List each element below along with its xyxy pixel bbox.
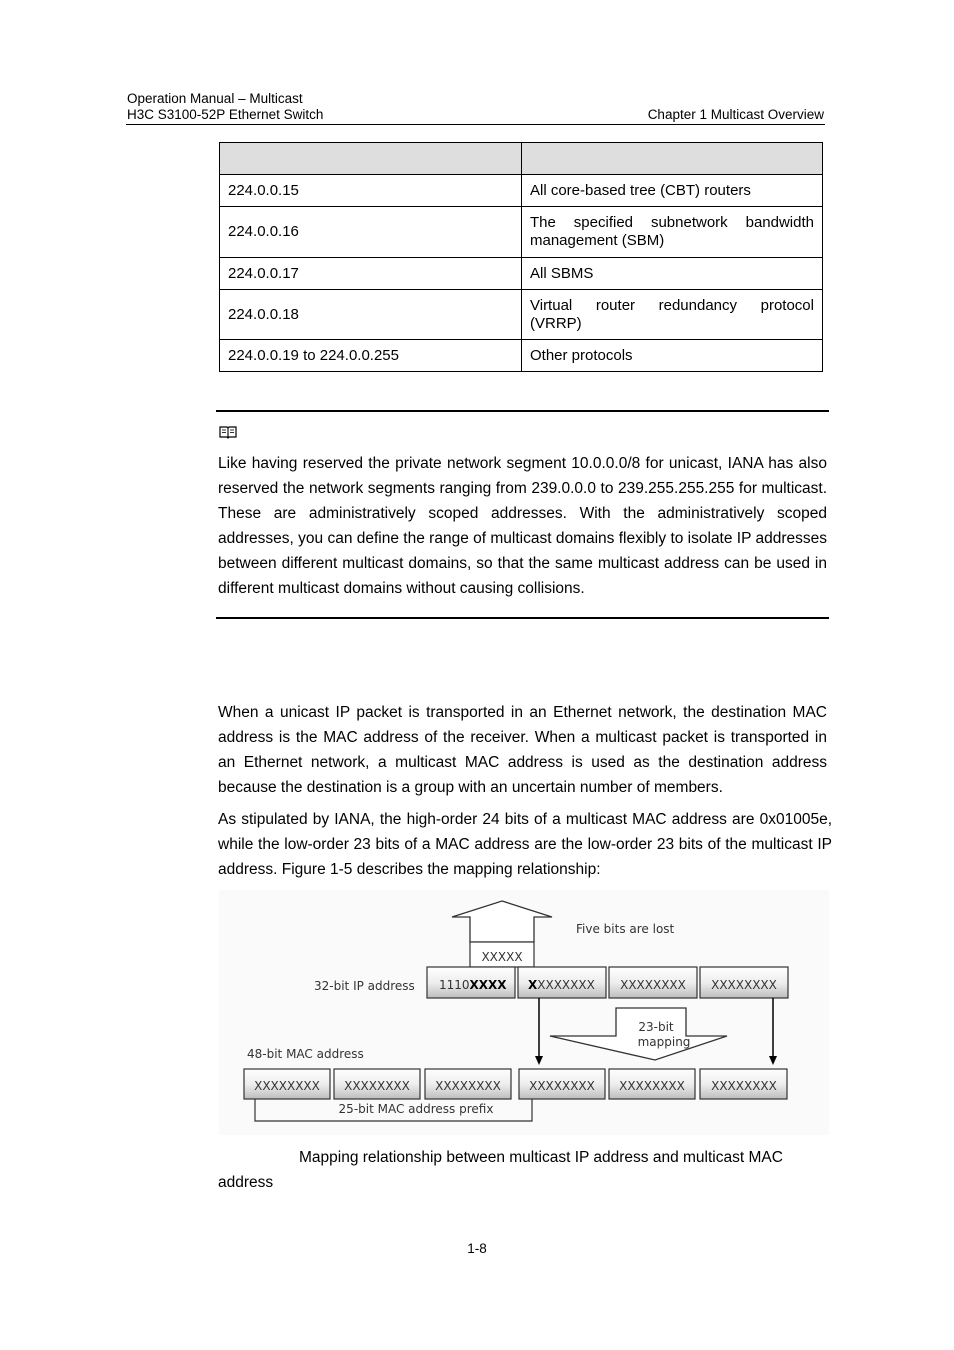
page-number: 1-8 bbox=[467, 1241, 487, 1256]
address-cell: 224.0.0.17 bbox=[220, 258, 522, 290]
chapter-title: Chapter 1 Multicast Overview bbox=[647, 107, 824, 122]
ip-octet-2-text: XXXXXXXX bbox=[528, 978, 595, 992]
address-cell: 224.0.0.18 bbox=[220, 290, 522, 340]
right-map-arrowhead bbox=[769, 1056, 777, 1065]
description-cell: Other protocols bbox=[522, 340, 823, 372]
figure-caption: Mapping relationship between multicast IP address and multicast MAC address bbox=[218, 1149, 783, 1191]
note-bottom-rule bbox=[216, 617, 829, 619]
mac-address-label: 48-bit MAC address bbox=[247, 1047, 364, 1061]
table-row bbox=[220, 258, 823, 290]
manual-title: Operation Manual – Multicast bbox=[127, 91, 303, 106]
description-cell: All core-based tree (CBT) routers bbox=[522, 175, 823, 207]
table-header-cell bbox=[220, 143, 522, 175]
mapping-diagram bbox=[219, 890, 829, 1135]
address-cell: 224.0.0.15 bbox=[220, 175, 522, 207]
mac-octet-4-text: XXXXXXXX bbox=[529, 1079, 595, 1093]
table-row bbox=[220, 175, 823, 207]
ip-octet-4-text: XXXXXXXX bbox=[711, 978, 777, 992]
mapping-arrow bbox=[550, 1008, 727, 1060]
product-name: H3C S3100-52P Ethernet Switch bbox=[127, 107, 324, 122]
mac-octet-1-text: XXXXXXXX bbox=[254, 1079, 320, 1093]
table-header-row bbox=[220, 143, 823, 175]
header-rule bbox=[126, 124, 825, 125]
description-cell: All SBMS bbox=[522, 258, 823, 290]
ip-octet-3-text: XXXXXXXX bbox=[620, 978, 686, 992]
ip-octet-1-text: 1110XXXX bbox=[439, 978, 507, 992]
description-line: (VRRP) bbox=[530, 314, 582, 332]
address-cell: 224.0.0.19 to 224.0.0.255 bbox=[220, 340, 522, 372]
lost-label: Five bits are lost bbox=[576, 922, 675, 936]
ip-address-label: 32-bit IP address bbox=[314, 979, 415, 993]
table-header-cell bbox=[522, 143, 823, 175]
table-row bbox=[220, 290, 823, 340]
left-map-arrowhead bbox=[535, 1056, 543, 1065]
description-cell bbox=[522, 290, 823, 340]
paragraph-iana-mapping: As stipulated by IANA, the high-order 24 bits of a multicast MAC address are 0x01005e, while the low-order 23 bits of a MAC address are the low-order 23 bits of the multicast IP address. Figure 1-5 describes the mapping relationship: bbox=[218, 811, 832, 878]
mac-octet-3-text: XXXXXXXX bbox=[435, 1079, 501, 1093]
description-line: management (SBM) bbox=[530, 232, 665, 249]
table-row bbox=[220, 340, 823, 372]
description-cell bbox=[522, 207, 823, 258]
mac-octet-6-text: XXXXXXXX bbox=[711, 1079, 777, 1093]
paragraph-unicast-multicast-mac: When a unicast IP packet is transported in an Ethernet network, the destination MAC address is the MAC address of the receiver. When a multicast packet is transported in an Ethernet network, a multicast MAC address is used as the destination address because the destination is a group with an uncertain number of members. bbox=[218, 704, 827, 796]
note-top-rule bbox=[216, 410, 829, 412]
book-icon bbox=[219, 425, 237, 439]
mapping-text-line1: 23-bit bbox=[638, 1020, 674, 1034]
lost-bits-arrow bbox=[452, 901, 552, 942]
description-line: The specified subnetwork bandwidth bbox=[530, 214, 814, 231]
description-line: Virtual router redundancy protocol bbox=[530, 296, 814, 314]
multicast-address-table bbox=[219, 142, 823, 372]
mapping-figure bbox=[219, 890, 829, 1135]
table-row bbox=[220, 207, 823, 258]
mac-octet-2-text: XXXXXXXX bbox=[344, 1079, 410, 1093]
lost-bits-text: XXXXX bbox=[481, 950, 523, 964]
address-cell: 224.0.0.16 bbox=[220, 207, 522, 258]
prefix-label: 25-bit MAC address prefix bbox=[338, 1102, 494, 1116]
mac-octet-5-text: XXXXXXXX bbox=[619, 1079, 685, 1093]
note-text: Like having reserved the private network segment 10.0.0.0/8 for unicast, IANA has also reserved the network segments ranging from 239.0.0.0 to 239.255.255.255 for multicast. These are administratively scoped addresses. With the administratively scoped addresses, you can define the range of multicast domains flexibly to isolate IP addresses between different multicast domains, so that the same multicast address can be used in different multicast domains without causing collisions. bbox=[218, 455, 827, 597]
mapping-text-line2: mapping bbox=[637, 1035, 691, 1049]
